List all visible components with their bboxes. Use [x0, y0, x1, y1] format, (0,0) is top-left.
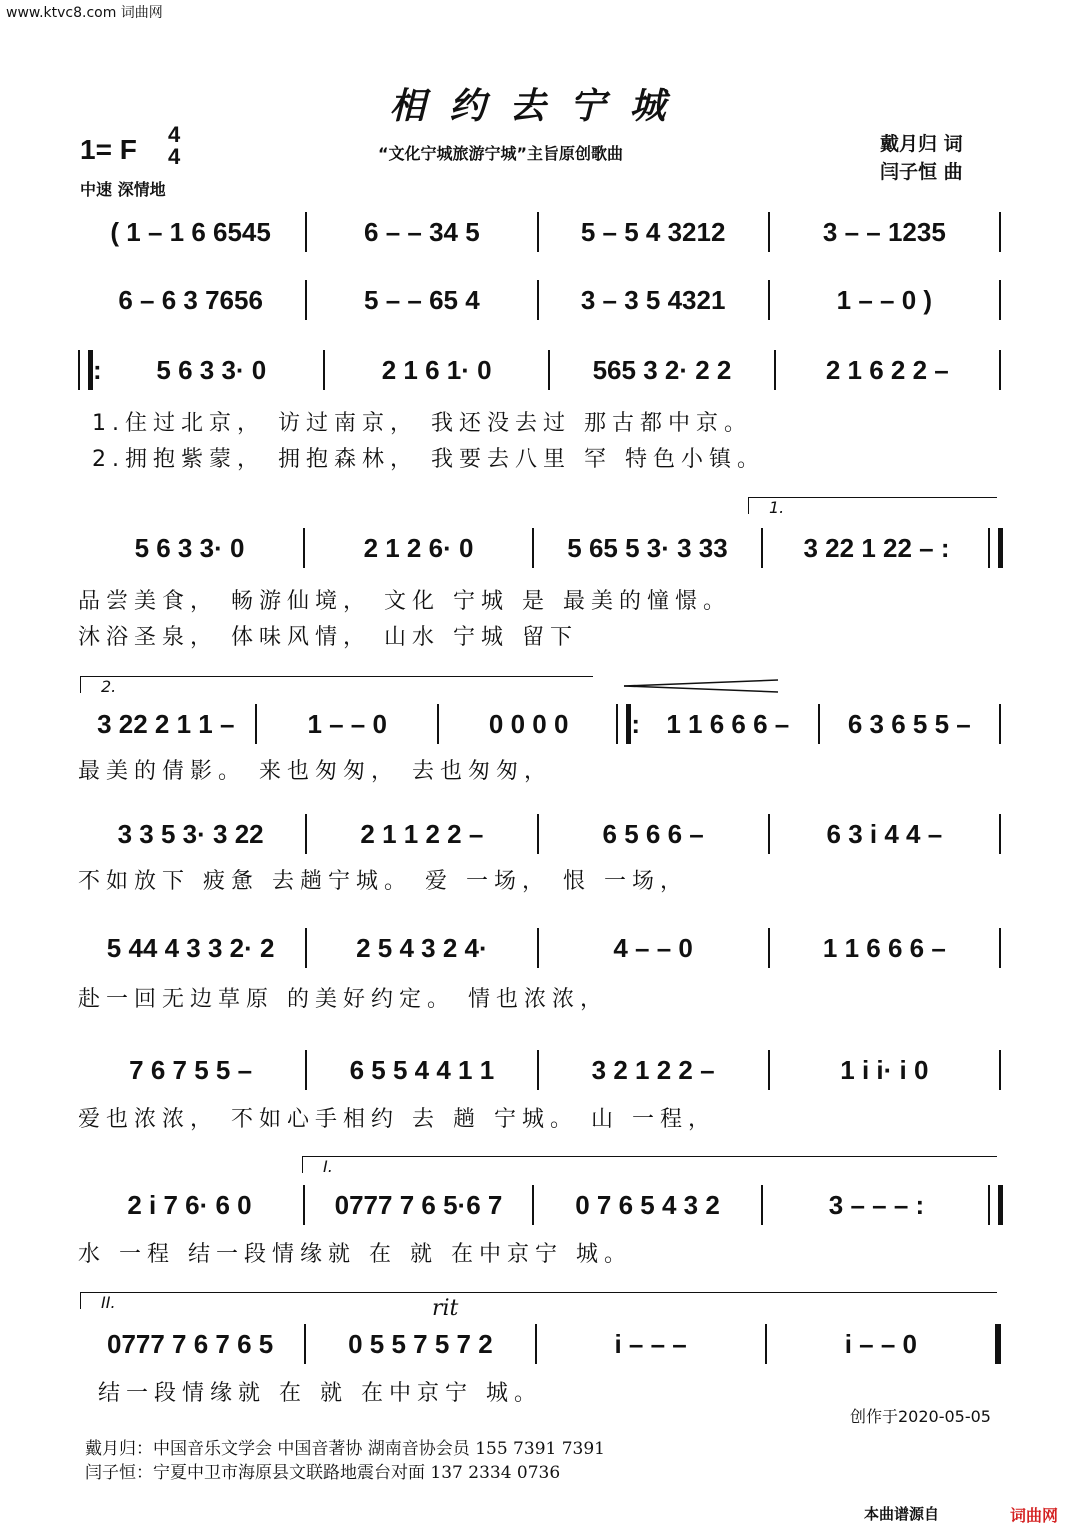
- source-note: 本曲谱源自: [864, 1505, 940, 1523]
- barline: [537, 280, 539, 320]
- notes-line: [78, 814, 1003, 854]
- barline: [999, 212, 1001, 252]
- measure: 5 – – 65 4: [364, 284, 480, 315]
- measure: 6 5 5 4 4 1 1: [349, 1054, 495, 1085]
- repeat-start-barline: [78, 350, 93, 390]
- measure: 2 5 4 3 2 4·: [356, 932, 488, 963]
- barline: [535, 1324, 537, 1364]
- repeat-dots: :: [631, 708, 641, 739]
- score-system: [78, 928, 1003, 1012]
- barline: [999, 704, 1001, 744]
- measure: 6 – – 34 5: [364, 216, 480, 247]
- meter-bottom: 4: [168, 144, 181, 169]
- measure: 3 2 1 2 2 –: [591, 1054, 715, 1085]
- barline: [999, 280, 1001, 320]
- song-title: 相约去宁城: [389, 85, 690, 127]
- measure: 3 22 2 1 1 –: [97, 708, 235, 739]
- score-system: [78, 350, 1003, 472]
- barline: [323, 350, 325, 390]
- score-system: [78, 1050, 1003, 1132]
- measure: 1 1 6 6 6 –: [822, 932, 946, 963]
- meter-top: 4: [168, 122, 181, 147]
- measure: 3 3 5 3· 3 22: [117, 818, 264, 849]
- barline: [537, 212, 539, 252]
- measure: 3 – – – :: [828, 1189, 925, 1220]
- barline: [303, 1185, 305, 1225]
- barline: [305, 814, 307, 854]
- barline: [768, 212, 770, 252]
- notes-line: [78, 1050, 1003, 1090]
- measure: 5 – 5 4 3212: [580, 216, 726, 247]
- measure: 5 65 5 3· 3 33: [567, 532, 728, 563]
- barline: [532, 1185, 534, 1225]
- measure: 0 5 5 7 5 7 2: [348, 1328, 493, 1359]
- measure: 3 – – 1235: [822, 216, 946, 247]
- barline: [999, 1050, 1001, 1090]
- measure: 2 1 1 2 2 –: [360, 818, 484, 849]
- measure: 2 1 6 2 2 –: [825, 354, 949, 385]
- notes-line: [78, 212, 1003, 252]
- measure: 5 6 3 3· 0: [156, 354, 267, 385]
- site-logo: 词曲网: [1010, 1506, 1059, 1525]
- measure: 2 1 2 6· 0: [363, 532, 474, 563]
- barline: [305, 280, 307, 320]
- measure: 2 i 7 6· 6 0: [127, 1189, 252, 1220]
- lyric-line: 结一段情缘就 在 就 在中京宁 城。: [98, 1381, 542, 1406]
- notes-line: [78, 1185, 1003, 1225]
- barline: [765, 1324, 767, 1364]
- measure: i – – 0: [844, 1328, 918, 1359]
- notes-line: [78, 528, 1003, 568]
- barline: [768, 280, 770, 320]
- site-url: www.ktvc8.com 词曲网: [6, 5, 163, 21]
- measure: 1 – – 0: [307, 708, 387, 739]
- barline: [818, 704, 820, 744]
- repeat-end-barline: [988, 1185, 1003, 1225]
- measure: 4 – – 0: [613, 932, 693, 963]
- measure: 0777 7 6 5·6 7: [334, 1189, 503, 1220]
- barline: [305, 928, 307, 968]
- barline: [999, 350, 1001, 390]
- barline: [774, 350, 776, 390]
- barline: [303, 528, 305, 568]
- barline: [255, 704, 257, 744]
- footer-composer-info: 闫子恒：宁夏中卫市海原县文联路地震台对面 137 2334 0736: [85, 1463, 561, 1483]
- barline: [768, 928, 770, 968]
- lyric-line: 1.住过北京， 访过南京， 我还没去过 那古都中京。: [92, 411, 752, 436]
- measure: 1 1 6 6 6 –: [666, 708, 790, 739]
- barline: [999, 814, 1001, 854]
- time-signature: [168, 124, 180, 168]
- repeat-end-barline: [988, 528, 1003, 568]
- tempo-marking: 中速 深情地: [80, 180, 166, 199]
- measure: 0 0 0 0: [488, 708, 569, 739]
- notes-line: [78, 350, 1003, 390]
- barline: [305, 212, 307, 252]
- measure: i – – –: [614, 1328, 687, 1359]
- diminuendo-hairpin: [622, 678, 782, 694]
- score-system: [78, 212, 1003, 252]
- ritardando-marking: rit: [432, 1296, 459, 1321]
- measure: 3 22 1 22 – :: [803, 532, 950, 563]
- barline: [548, 350, 550, 390]
- final-barline: [995, 1324, 1001, 1364]
- measure: 6 3 6 5 5 –: [847, 708, 971, 739]
- lyricist: 戴月归 词: [880, 133, 963, 155]
- volta-bracket-1: 1.: [748, 497, 997, 514]
- measure: 5 44 4 3 3 2· 2: [106, 932, 275, 963]
- notes-line: [78, 1324, 1003, 1364]
- barline: [761, 528, 763, 568]
- barline: [768, 814, 770, 854]
- barline: [532, 528, 534, 568]
- score-system: [78, 280, 1003, 320]
- notes-line: [78, 704, 1003, 744]
- measure: 0 7 6 5 4 3 2: [575, 1189, 720, 1220]
- barline: [537, 928, 539, 968]
- barline: [305, 1050, 307, 1090]
- barline: [768, 1050, 770, 1090]
- lyric-line: 最美的倩影。 来也匆匆， 去也匆匆，: [78, 759, 552, 784]
- barline: [437, 704, 439, 744]
- credits: [880, 130, 963, 186]
- creation-date: 创作于2020-05-05: [850, 1407, 991, 1426]
- key-signature: 1= F: [80, 134, 137, 165]
- measure: 6 5 6 6 –: [602, 818, 704, 849]
- score-system: [78, 814, 1003, 894]
- lyric-line: 品尝美食， 畅游仙境， 文化 宁城 是 最美的憧憬。: [78, 589, 731, 614]
- volta-bracket-i: I.: [302, 1156, 997, 1173]
- volta-bracket-2: 2.: [80, 676, 593, 693]
- subtitle: “文化宁城旅游宁城”主旨原创歌曲: [378, 144, 624, 163]
- notes-line: [78, 928, 1003, 968]
- measure: 2 1 6 1· 0: [381, 354, 492, 385]
- volta-bracket-ii: II.: [80, 1292, 997, 1309]
- barline: [999, 928, 1001, 968]
- lyric-line: 爱也浓浓， 不如心手相约 去 趟 宁城。 山 一程，: [78, 1107, 716, 1132]
- footer-lyricist-info: 戴月归：中国音乐文学会 中国音著协 湖南音协会员 155 7391 7391: [85, 1439, 605, 1459]
- measure: 0777 7 6 7 6 5: [106, 1328, 274, 1359]
- barline: [537, 814, 539, 854]
- measure: 7 6 7 5 5 –: [129, 1054, 253, 1085]
- measure: 565 3 2· 2 2: [592, 354, 732, 385]
- lyric-line: 2.拥抱紫蒙， 拥抱森林， 我要去八里 罕 特色小镇。: [92, 447, 765, 472]
- measure: 6 3 i 4 4 –: [826, 818, 943, 849]
- score-system: [78, 1324, 1003, 1406]
- measure: 5 6 3 3· 0: [134, 532, 245, 563]
- lyric-line: 赴一回无边草原 的美好约定。 情也浓浓，: [78, 987, 608, 1012]
- measure: 1 – – 0 ): [836, 284, 933, 315]
- barline: [304, 1324, 306, 1364]
- repeat-start-barline: [616, 704, 631, 744]
- lyric-line: 水 一程 结一段情缘就 在 就 在中京宁 城。: [78, 1242, 632, 1267]
- measure: 3 – 3 5 4321: [580, 284, 726, 315]
- composer: 闫子恒 曲: [880, 161, 963, 183]
- notes-line: [78, 280, 1003, 320]
- measure: ( 1 – 1 6 6545: [110, 216, 271, 247]
- score-system: [78, 704, 1003, 784]
- measure: 1 i i· i 0: [840, 1054, 929, 1085]
- measure: 6 – 6 3 7656: [118, 284, 263, 315]
- barline: [537, 1050, 539, 1090]
- repeat-dots: :: [93, 354, 102, 385]
- score-system: [78, 1185, 1003, 1267]
- barline: [761, 1185, 763, 1225]
- lyric-line: 沐浴圣泉， 体味风情， 山水 宁城 留下: [78, 625, 578, 650]
- score-system: [78, 528, 1003, 650]
- lyric-line: 不如放下 疲惫 去趟宁城。 爱 一场， 恨 一场，: [78, 869, 688, 894]
